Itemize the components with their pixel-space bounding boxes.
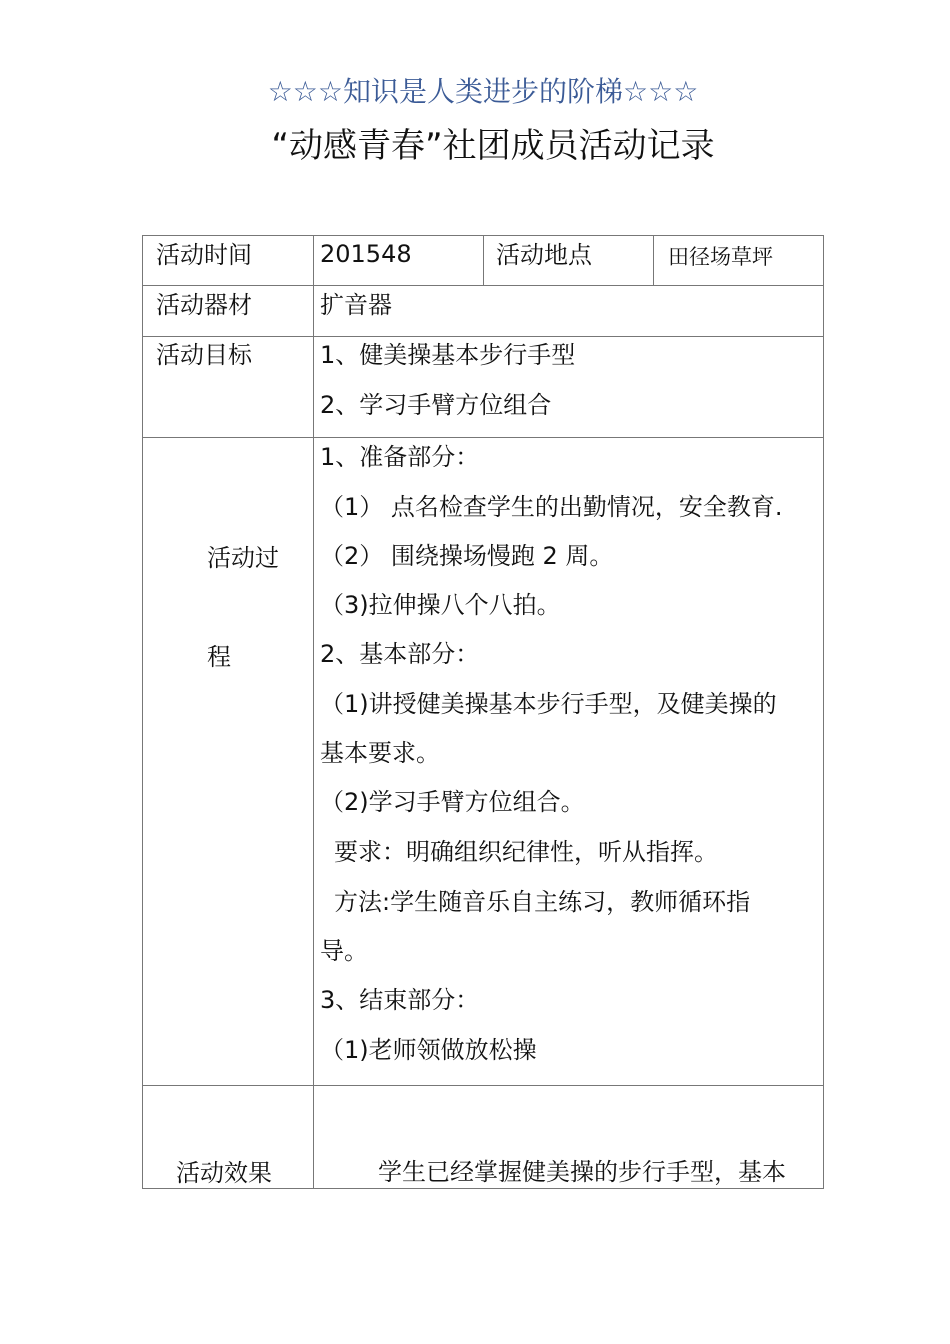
table-row-divider	[142, 1085, 824, 1086]
process-label: 程	[207, 643, 231, 671]
effect-value: 学生已经掌握健美操的步行手型，基本	[378, 1158, 786, 1186]
process-line: （3)拉伸操八个八拍。	[320, 591, 561, 619]
table-border-left	[142, 235, 143, 1188]
equipment-label: 活动器材	[156, 291, 252, 319]
process-line: （2)学习手臂方位组合。	[320, 788, 585, 816]
table-row-divider	[142, 285, 824, 286]
process-line: 导。	[320, 937, 368, 965]
goal-label: 活动目标	[156, 341, 252, 369]
goal-item: 2、学习手臂方位组合	[320, 391, 552, 419]
process-line: 方法:学生随音乐自主练习，教师循环指	[334, 888, 751, 916]
process-line: （2） 围绕操场慢跑 2 周。	[320, 542, 614, 570]
process-label: 活动过	[207, 544, 279, 572]
page-title: “动感青春”社团成员活动记录	[271, 126, 715, 166]
table-row-divider	[142, 437, 824, 438]
table-border-bottom	[142, 1188, 824, 1189]
table-row-divider	[142, 336, 824, 337]
process-line: 2、基本部分：	[320, 640, 480, 668]
table-column-divider	[483, 235, 484, 285]
process-line: （1)老师领做放松操	[320, 1036, 537, 1064]
process-line: 1、准备部分：	[320, 443, 480, 471]
place-label: 活动地点	[496, 241, 592, 269]
process-line: 3、结束部分：	[320, 986, 480, 1014]
table-border-right	[823, 235, 824, 1188]
time-value: 201548	[320, 240, 412, 268]
goal-item: 1、健美操基本步行手型	[320, 341, 576, 369]
process-line: （1)讲授健美操基本步行手型，及健美操的	[320, 690, 777, 718]
table-column-divider	[313, 235, 314, 1188]
time-label: 活动时间	[156, 241, 252, 269]
equipment-value: 扩音器	[320, 291, 392, 319]
motto: ☆☆☆知识是人类进步的阶梯☆☆☆	[267, 75, 699, 108]
effect-label: 活动效果	[176, 1159, 272, 1187]
process-line: 基本要求。	[320, 739, 440, 767]
process-line: （1） 点名检查学生的出勤情况，安全教育.	[320, 493, 783, 521]
place-value: 田径场草坪	[668, 245, 773, 269]
process-line: 要求：明确组织纪律性，听从指挥。	[334, 838, 718, 866]
table-column-divider	[653, 235, 654, 285]
